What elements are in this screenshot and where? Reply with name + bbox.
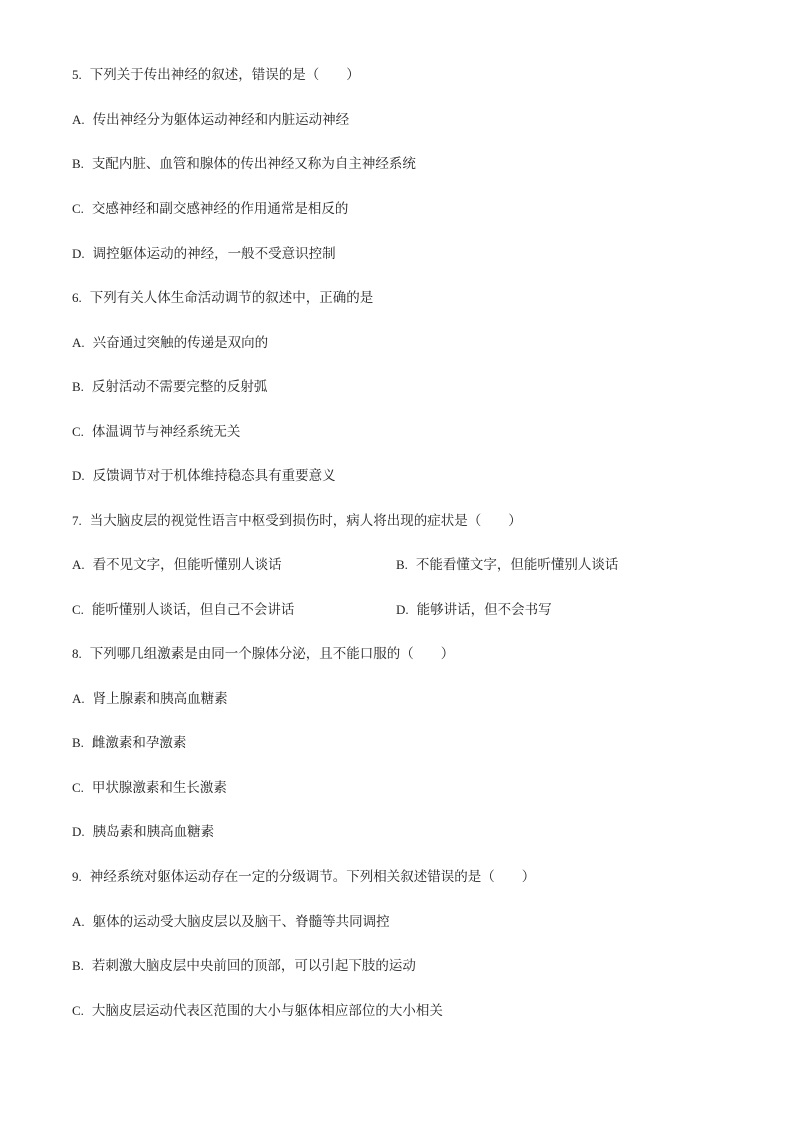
option-text: 兴奋通过突触的传递是双向的 (92, 335, 269, 351)
option-text: 调控躯体运动的神经，一般不受意识控制 (92, 246, 336, 262)
question-7-option-b (396, 555, 618, 575)
question-text: 下列有关人体生命活动调节的叙述中，正确的是 (89, 290, 374, 306)
option-text: 看不见文字，但能听懂别人谈话 (92, 557, 282, 573)
question-text: 下列关于传出神经的叙述，错误的是（ ） (89, 67, 360, 83)
option-letter: A. (72, 914, 85, 929)
option-text: 反射活动不需要完整的反射弧 (91, 379, 268, 395)
option-letter: B. (396, 557, 408, 572)
question-6-stem (72, 288, 373, 308)
question-5-option-b (72, 154, 416, 174)
question-7-option-d (396, 600, 552, 620)
question-9-stem (72, 867, 535, 887)
option-letter: B. (72, 379, 84, 394)
option-text: 躯体的运动受大脑皮层以及脑干、脊髓等共同调控 (92, 914, 390, 930)
option-text: 雌激素和孕激素 (91, 735, 187, 751)
option-text: 胰岛素和胰高血糖素 (92, 824, 215, 840)
question-number: 5. (72, 67, 82, 82)
option-letter: B. (72, 958, 84, 973)
option-text: 甲状腺激素和生长激素 (91, 780, 227, 796)
option-letter: A. (72, 691, 85, 706)
option-letter: D. (396, 602, 409, 617)
question-9-option-a (72, 912, 390, 932)
question-6-option-c (72, 422, 240, 442)
question-8-option-c (72, 778, 227, 798)
option-letter: C. (72, 780, 84, 795)
option-letter: D. (72, 246, 85, 261)
question-8-stem (72, 644, 454, 664)
question-5-option-a (72, 110, 349, 130)
question-6-option-b (72, 377, 267, 397)
option-letter: C. (72, 602, 84, 617)
option-text: 能听懂别人谈话，但自己不会讲话 (91, 602, 295, 618)
option-text: 肾上腺素和胰高血糖素 (92, 691, 228, 707)
option-text: 支配内脏、血管和腺体的传出神经又称为自主神经系统 (91, 156, 416, 172)
option-text: 反馈调节对于机体维持稳态具有重要意义 (92, 468, 336, 484)
option-text: 不能看懂文字，但能听懂别人谈话 (415, 557, 619, 573)
question-8-option-d (72, 822, 214, 842)
option-letter: C. (72, 424, 84, 439)
option-text: 体温调节与神经系统无关 (91, 424, 241, 440)
option-text: 能够讲话，但不会书写 (416, 602, 552, 618)
question-6-option-a (72, 333, 268, 353)
option-text: 交感神经和副交感神经的作用通常是相反的 (91, 201, 349, 217)
question-5-option-d (72, 244, 336, 264)
question-9-option-c (72, 1001, 443, 1021)
question-8-option-b (72, 733, 186, 753)
option-letter: A. (72, 112, 85, 127)
option-letter: A. (72, 557, 85, 572)
question-5-stem (72, 65, 360, 85)
option-text: 若刺激大脑皮层中央前回的顶部，可以引起下肢的运动 (91, 958, 416, 974)
question-text: 神经系统对躯体运动存在一定的分级调节。下列相关叙述错误的是（ ） (89, 869, 536, 885)
question-7-option-a (72, 555, 282, 575)
option-letter: B. (72, 735, 84, 750)
option-letter: A. (72, 335, 85, 350)
question-9-option-b (72, 956, 416, 976)
question-number: 7. (72, 513, 82, 528)
option-letter: B. (72, 156, 84, 171)
question-8-option-a (72, 689, 228, 709)
question-6-option-d (72, 466, 336, 486)
option-text: 传出神经分为躯体运动神经和内脏运动神经 (92, 112, 350, 128)
question-text: 当大脑皮层的视觉性语言中枢受到损伤时，病人将出现的症状是（ ） (89, 513, 522, 529)
question-number: 8. (72, 646, 82, 661)
question-5-option-c (72, 199, 348, 219)
question-text: 下列哪几组激素是由同一个腺体分泌，且不能口服的（ ） (89, 646, 455, 662)
question-7-option-c (72, 600, 294, 620)
question-number: 6. (72, 290, 82, 305)
option-text: 大脑皮层运动代表区范围的大小与躯体相应部位的大小相关 (91, 1003, 443, 1019)
option-letter: C. (72, 1003, 84, 1018)
option-letter: C. (72, 201, 84, 216)
option-letter: D. (72, 824, 85, 839)
question-7-stem (72, 511, 522, 531)
option-letter: D. (72, 468, 85, 483)
question-number: 9. (72, 869, 82, 884)
